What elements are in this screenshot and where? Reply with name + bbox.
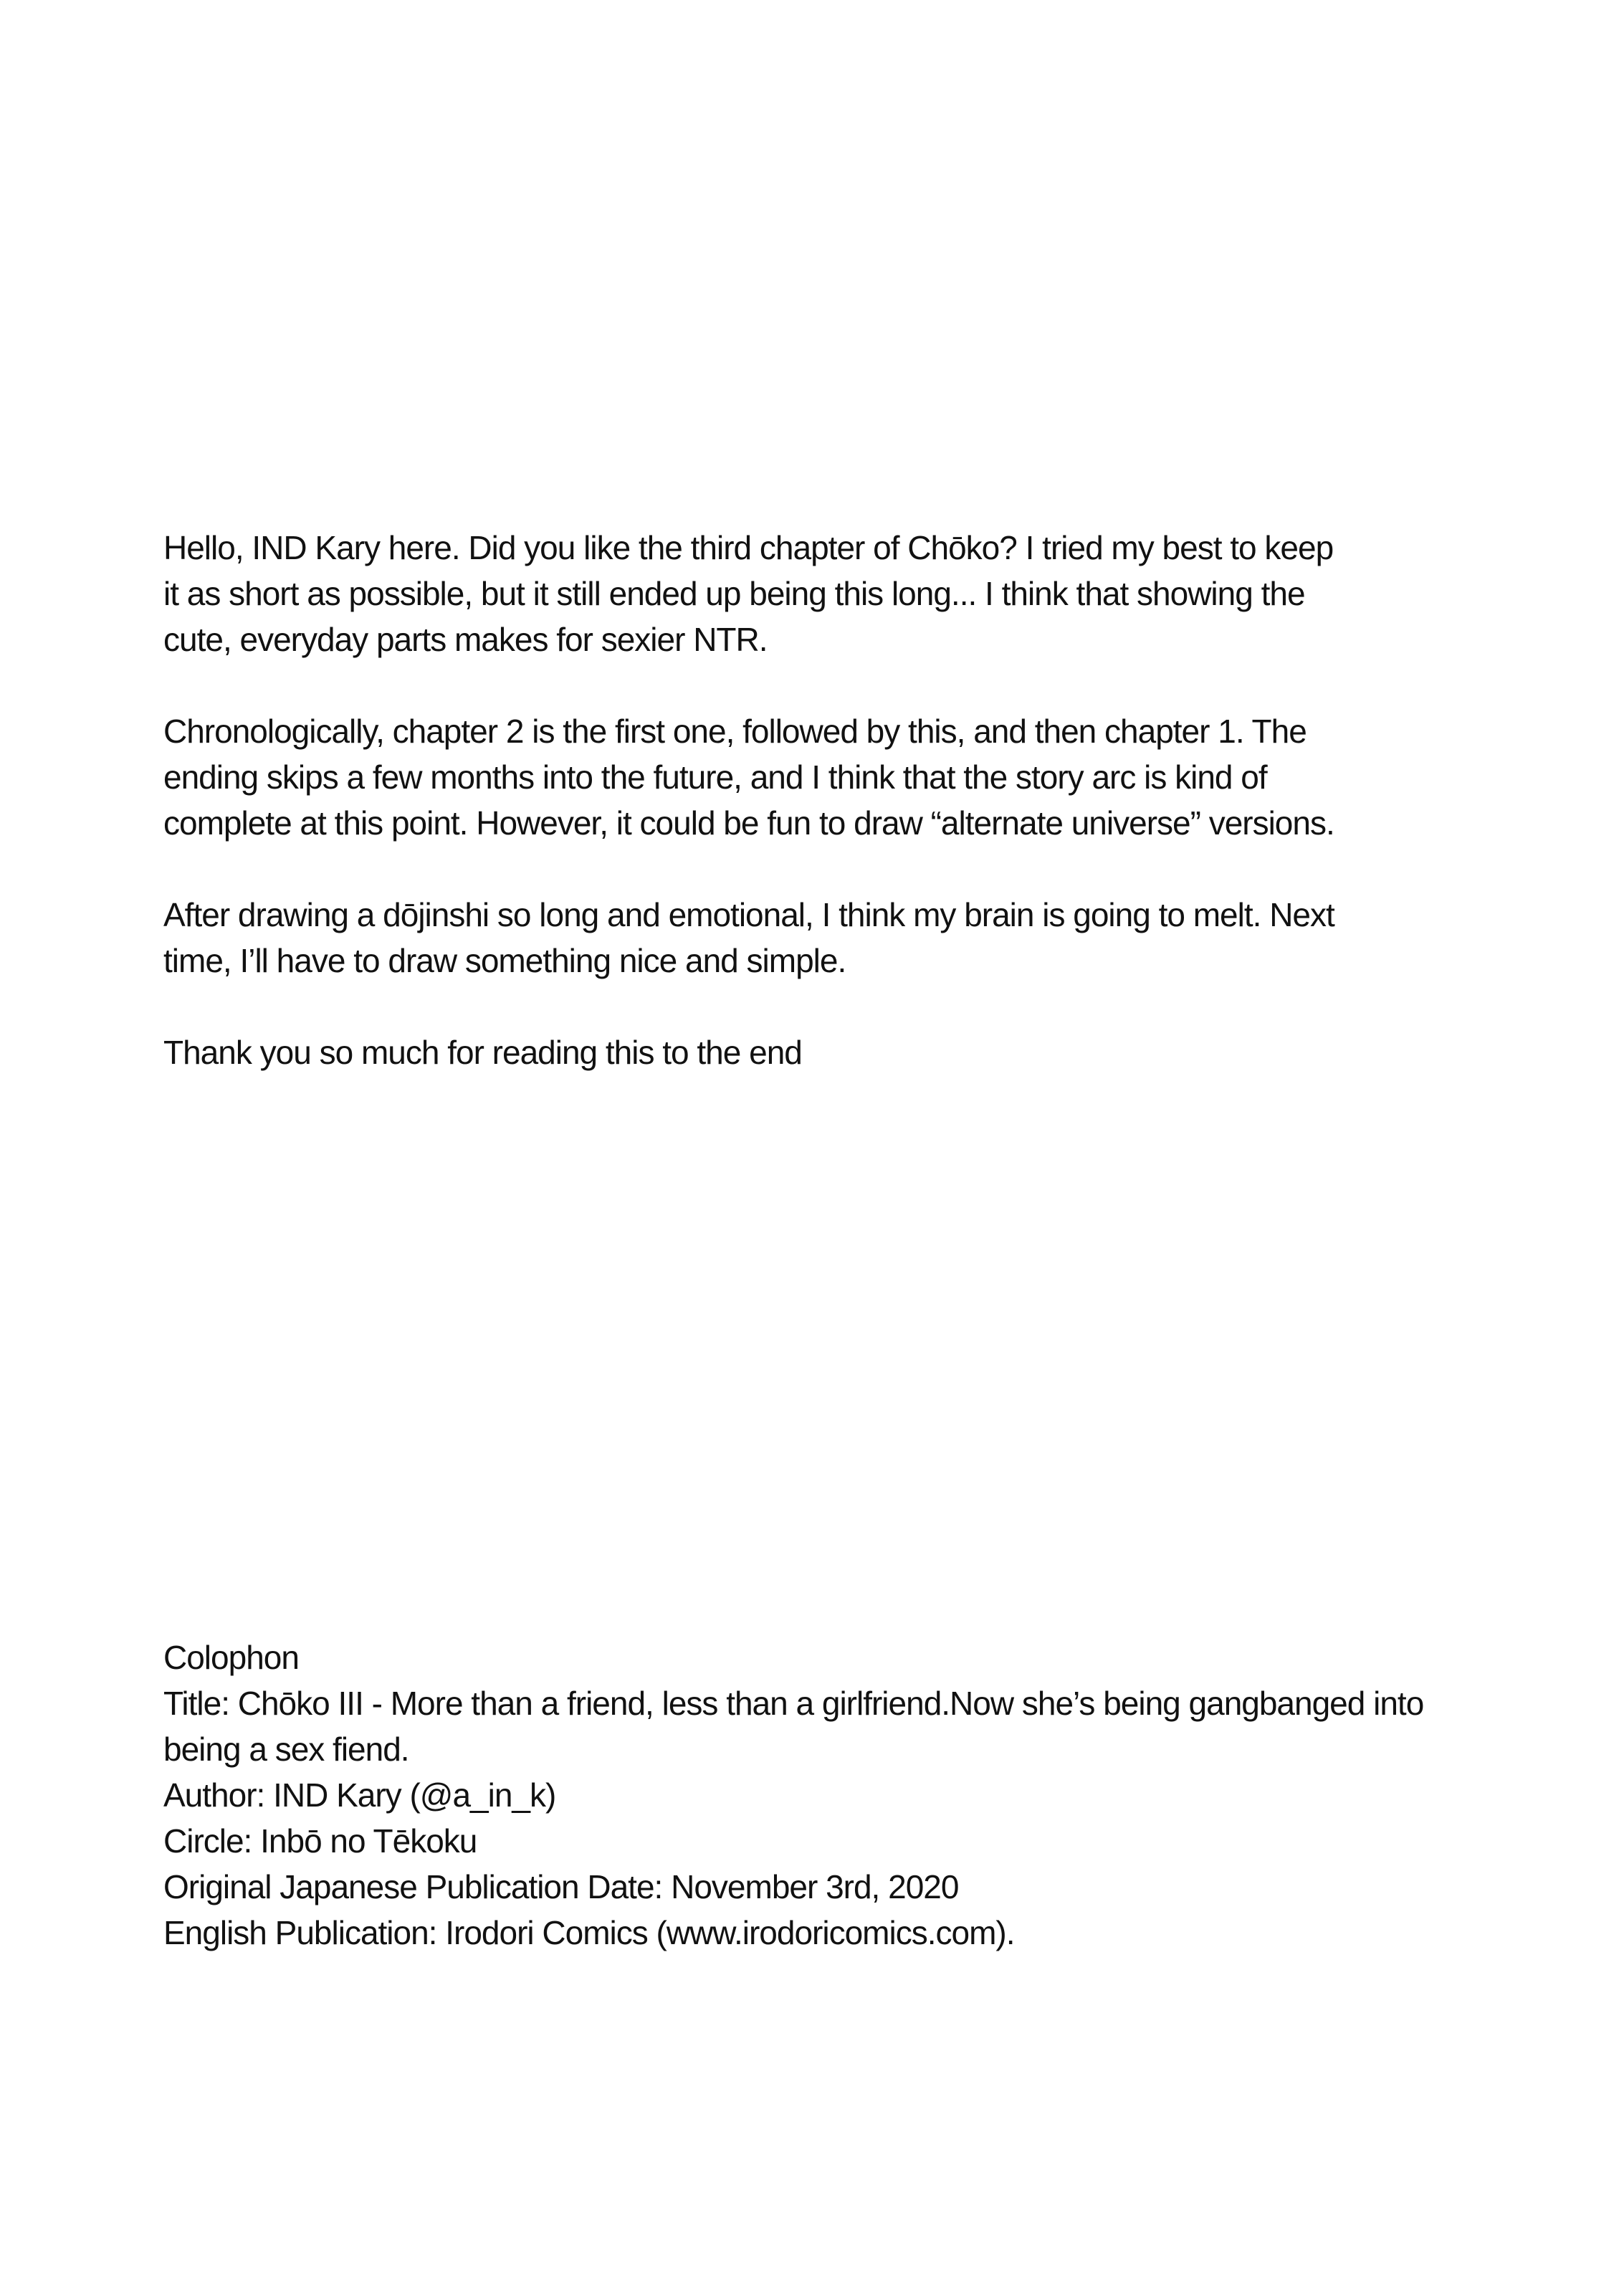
colophon-circle: Circle: Inbō no Tēkoku [163,1822,477,1860]
colophon-author: Author: IND Kary (@a_in_k) [163,1776,556,1814]
colophon-title-continued: being a sex fiend. [163,1731,409,1768]
afterword-line: time, I’ll have to draw something nice and simple. [163,942,846,979]
afterword-line: Chronologically, chapter 2 is the first one, followed by this, and then chapter 1. The [163,713,1307,750]
colophon-title: Title: Chōko III - More than a friend, less than a girlfriend.Now she’s being gangbanged into [163,1685,1424,1722]
afterword-line: Hello, IND Kary here. Did you like the third chapter of Chōko? I tried my best to keep [163,529,1334,566]
afterword-line: After drawing a dōjinshi so long and emotional, I think my brain is going to melt. Next [163,896,1334,933]
afterword-line: Thank you so much for reading this to the end [163,1034,802,1071]
colophon-english-publication: English Publication: Irodori Comics (www.irodoricomics.com). [163,1914,1015,1951]
afterword-paragraph-1 [163,525,1425,662]
colophon-heading: Colophon [163,1639,299,1676]
colophon [163,1634,1525,1956]
afterword-line: it as short as possible, but it still ended up being this long... I think that showing the [163,575,1305,612]
afterword-line: cute, everyday parts makes for sexier NTR. [163,621,768,658]
afterword-line: ending skips a few months into the future, and I think that the story arc is kind of [163,758,1267,796]
colophon-original-publication: Original Japanese Publication Date: November 3rd, 2020 [163,1868,959,1905]
afterword-paragraph-2 [163,708,1425,846]
afterword [163,525,1425,1121]
afterword-paragraph-3 [163,892,1425,984]
afterword-paragraph-4 [163,1029,1425,1075]
afterword-line: complete at this point. However, it could be fun to draw “alternate universe” versions. [163,804,1334,842]
